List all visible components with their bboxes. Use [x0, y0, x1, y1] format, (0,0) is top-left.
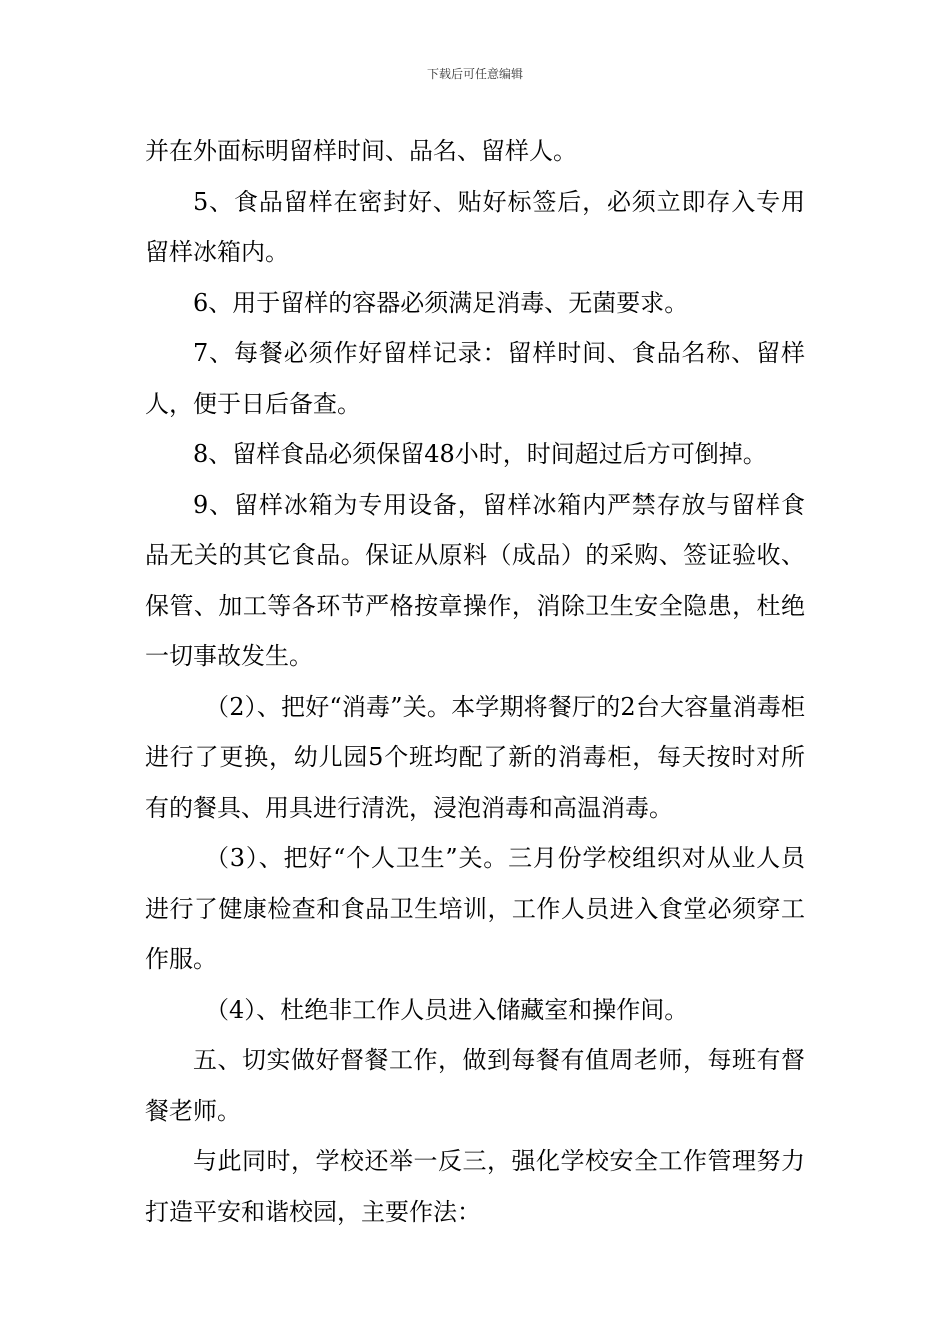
paragraph-item-8: 8、留样食品必须保留48小时，时间超过后方可倒掉。	[193, 440, 767, 468]
paragraph-section-five: 五、切实做好督餐工作，做到每餐有值周老师，每班有督餐老师。	[145, 1046, 805, 1125]
page-header: 下载后可任意编辑	[426, 67, 523, 81]
paragraph-item-6: 6、用于留样的容器必须满足消毒、无菌要求。	[193, 288, 689, 317]
document-body	[145, 126, 805, 1237]
paragraph-item-7: 7、每餐必须作好留样记录：留样时间、食品名称、留样人，便于日后备查。	[145, 339, 805, 418]
paragraph-disinfection: （2）、把好“消毒”关。本学期将餐厅的2台大容量消毒柜进行了更换，幼儿园5个班均配了新的消毒柜，每天按时对所有的餐具、用具进行清洗，浸泡消毒和高温消毒。	[145, 692, 805, 822]
paragraph-item-5: 5、食品留样在密封好、贴好标签后，必须立即存入专用留样冰箱内。	[145, 187, 805, 266]
paragraph-safety-management: 与此同时，学校还举一反三，强化学校安全工作管理努力打造平安和谐校园，主要作法：	[145, 1147, 805, 1226]
paragraph-continuation: 并在外面标明留样时间、品名、留样人。	[145, 137, 577, 165]
paragraph-item-9: 9、留样冰箱为专用设备，留样冰箱内严禁存放与留样食品无关的其它食品。保证从原料（成品）的采购、签证验收、保管、加工等各环节严格按章操作，消除卫生安全隐患，杜绝一切事故发生。	[145, 490, 805, 670]
paragraph-personal-hygiene: （3）、把好“个人卫生”关。三月份学校组织对从业人员进行了健康检查和食品卫生培训，工作人员进入食堂必须穿工作服。	[145, 844, 805, 973]
paragraph-access-control: （4）、杜绝非工作人员进入储藏室和操作间。	[205, 995, 689, 1024]
